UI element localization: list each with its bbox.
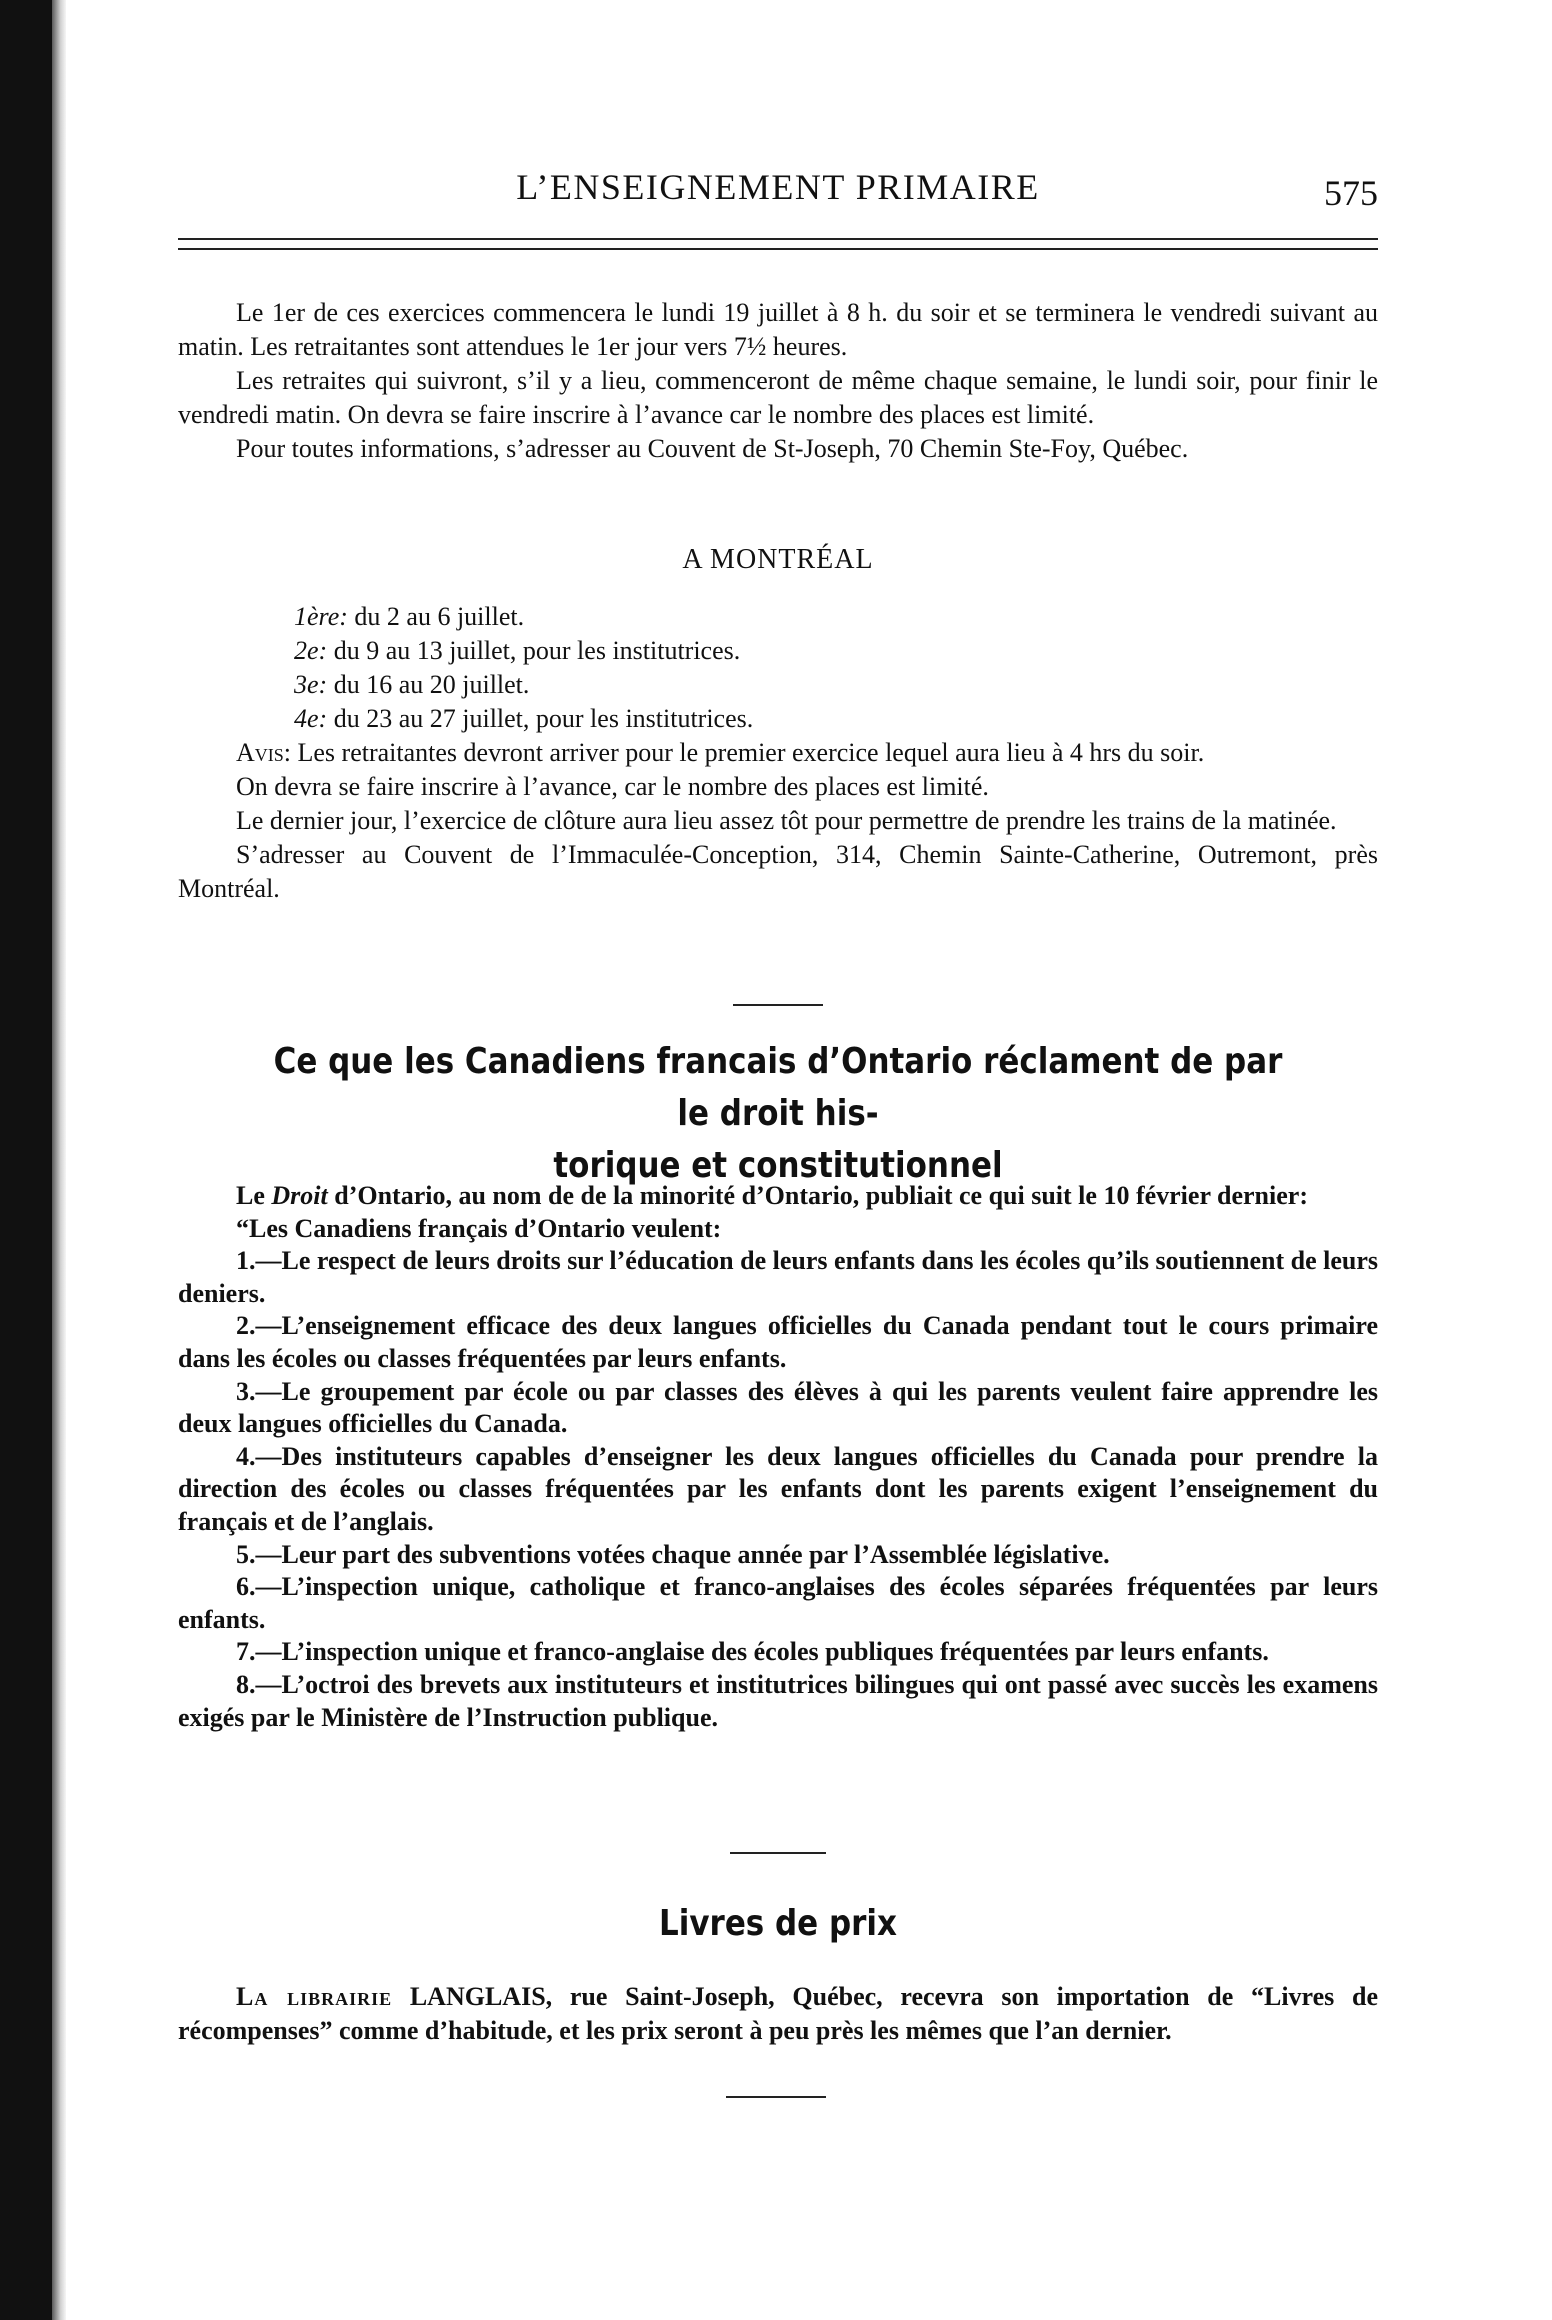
document-page bbox=[178, 0, 1378, 2320]
paragraph bbox=[178, 1980, 1378, 2048]
running-head bbox=[178, 166, 1378, 216]
section-divider bbox=[733, 1004, 823, 1006]
section-divider bbox=[726, 2096, 826, 2098]
list-text: du 9 au 13 juillet, pour les institutrices. bbox=[327, 636, 741, 665]
avis-text: : Les retraitantes devront arriver pour le premier exercice lequel aura lieu à 4 hrs du soir. bbox=[283, 738, 1205, 767]
list-text: du 16 au 20 juillet. bbox=[327, 670, 530, 699]
demand-item: 7.—L’inspection unique et franco-anglaise des écoles publiques fréquentées par leurs enfants. bbox=[236, 1637, 1269, 1667]
list-label: 2e: bbox=[294, 636, 328, 665]
paragraph: Les retraites qui suivront, s’il y a lieu, commenceront de même chaque semaine, le lundi soir, pour finir le vendredi matin. On devra se faire inscrire à l’avance car le nombre des places est limité. bbox=[178, 366, 1378, 429]
list-item bbox=[178, 600, 1378, 634]
demand-item: 5.—Leur part des subventions votées chaque année par l’Assemblée législative. bbox=[236, 1539, 1110, 1569]
paragraph: Le dernier jour, l’exercice de clôture aura lieu assez tôt pour permettre de prendre les trains de la matinée. bbox=[236, 806, 1337, 835]
demand-item: 2.—L’enseignement efficace des deux langues officielles du Canada pendant tout le cours primaire dans les écoles ou classes fréquentées par leurs enfants. bbox=[178, 1311, 1378, 1373]
section-title-livres: Livres de prix bbox=[659, 1903, 897, 1944]
paragraph: Le 1er de ces exercices commencera le lundi 19 juillet à 8 h. du soir et se terminera le vendredi suivant au matin. Les retraitantes sont attendues le 1er jour vers 7½ heures. bbox=[178, 298, 1378, 361]
paragraph: Pour toutes informations, s’adresser au Couvent de St-Joseph, 70 Chemin Ste-Foy, Québec. bbox=[236, 434, 1189, 463]
section-title-ontario bbox=[262, 1036, 1294, 1192]
list-label: 3e: bbox=[294, 670, 328, 699]
montreal-heading: A MONTRÉAL bbox=[682, 544, 874, 575]
list-label: 1ère: bbox=[294, 602, 348, 631]
newspaper-name: Droit bbox=[271, 1181, 328, 1210]
demand-item: 8.—L’octroi des brevets aux instituteurs et institutrices bilingues qui ont passé avec succès les examens exigés par le Ministère de l’Instruction publique. bbox=[178, 1669, 1378, 1732]
running-title: L’ENSEIGNEMENT PRIMAIRE bbox=[516, 167, 1040, 207]
page-number: 575 bbox=[1324, 173, 1378, 213]
livres-block bbox=[178, 1980, 1378, 2048]
list-item bbox=[178, 668, 1378, 702]
avis-paragraph bbox=[178, 736, 1378, 770]
header-rule-top bbox=[178, 238, 1378, 240]
list-label: 4e: bbox=[294, 704, 328, 733]
avis-label: Avis bbox=[236, 738, 284, 767]
demand-item: 1.—Le respect de leurs droits sur l’éducation de leurs enfants dans les écoles qu’ils soutiennent de leurs deniers. bbox=[178, 1246, 1378, 1308]
list-text: du 2 au 6 juillet. bbox=[347, 602, 525, 631]
demand-item: 3.—Le groupement par école ou par classes des élèves à qui les parents veulent faire apprendre les deux langues officielles du Canada. bbox=[178, 1376, 1378, 1439]
page-binding-shadow bbox=[52, 0, 66, 2320]
list-item bbox=[178, 634, 1378, 668]
section-title-line: Ce que les Canadiens francais d’Ontario réclament de par le droit his- bbox=[273, 1041, 1283, 1134]
quebec-retreat-block bbox=[178, 296, 1378, 466]
section-title-line: torique et constitutionnel bbox=[553, 1145, 1003, 1186]
intro-text: d’Ontario, au nom de de la minorité d’Ontario, publiait ce qui suit le 10 février dernier: bbox=[327, 1181, 1308, 1210]
paragraph: S’adresser au Couvent de l’Immaculée-Conception, 314, Chemin Sainte-Catherine, Outremont, près Montréal. bbox=[178, 840, 1378, 903]
paragraph: On devra se faire inscrire à l’avance, car le nombre des places est limité. bbox=[236, 772, 989, 801]
page-binding-edge bbox=[0, 0, 52, 2320]
demand-item: 4.—Des instituteurs capables d’enseigner les deux langues officielles du Canada pour prendre la direction des écoles ou classes fréquentées par les enfants dont les parents exigent l’enseignement du français et de l’anglais. bbox=[178, 1441, 1378, 1536]
list-text: du 23 au 27 juillet, pour les institutrices. bbox=[327, 704, 754, 733]
section-divider bbox=[730, 1852, 826, 1854]
paragraph-text: LANGLAIS, rue Saint-Joseph, Québec, recevra son importation de “Livres de récompenses” comme d’habitude, et les prix seront à peu près les mêmes que l’an dernier. bbox=[178, 1982, 1379, 2045]
lead-caps: La librairie bbox=[236, 1982, 393, 2011]
ontario-demands-block bbox=[178, 1180, 1378, 1734]
quote-opening: “Les Canadiens français d’Ontario veulent: bbox=[236, 1213, 722, 1243]
intro-text: Le bbox=[236, 1181, 272, 1210]
list-item bbox=[178, 702, 1378, 736]
demand-item: 6.—L’inspection unique, catholique et franco-anglaises des écoles séparées fréquentées par leurs enfants. bbox=[178, 1572, 1378, 1634]
montreal-block bbox=[178, 600, 1378, 906]
intro-paragraph bbox=[178, 1180, 1378, 1213]
header-rule-bottom bbox=[178, 248, 1378, 250]
